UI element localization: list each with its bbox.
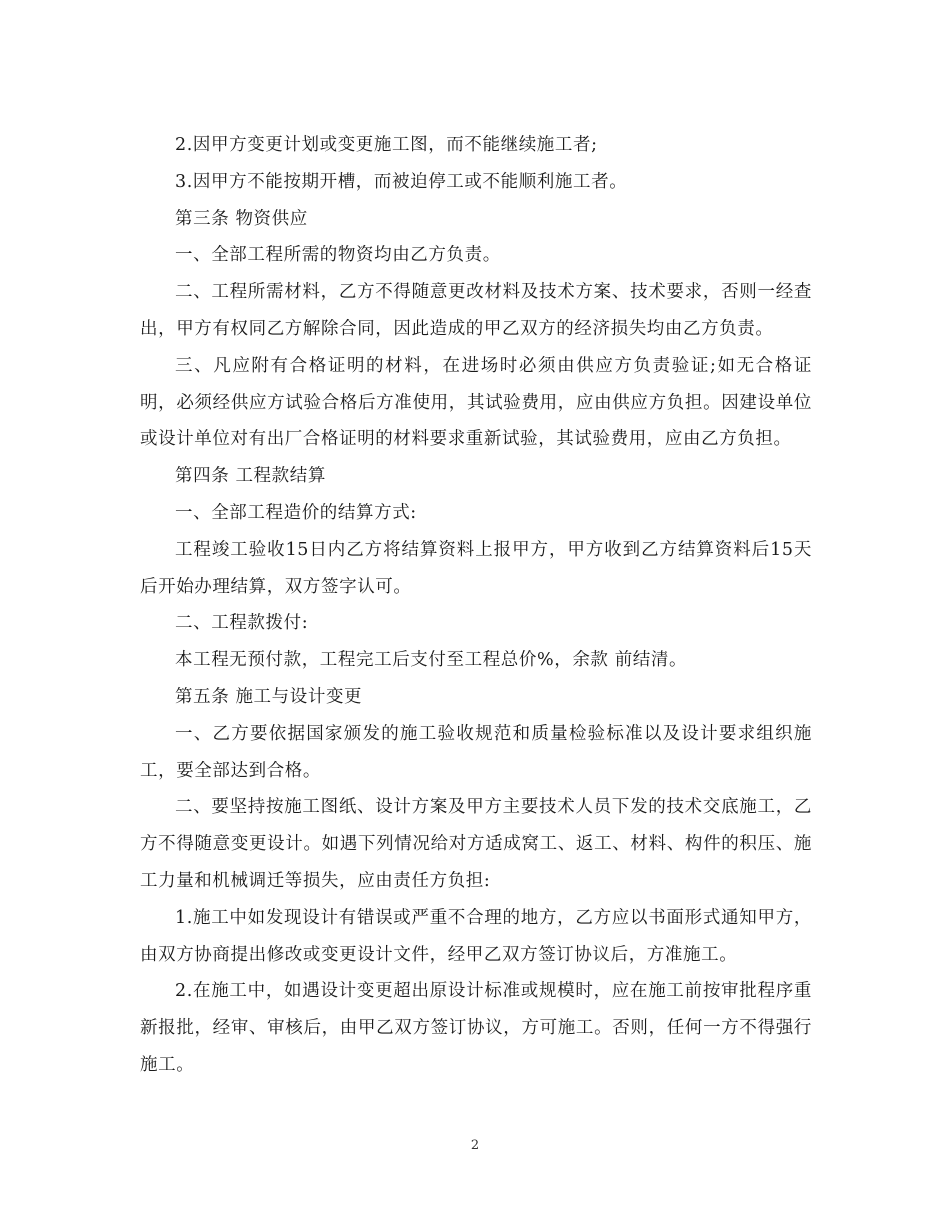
paragraph: 三、凡应附有合格证明的材料，在进场时必须由供应方负责验证;如无合格证明，必须经供应方试验合格后方准使用，其试验费用，应由供应方负担。因建设单位或设计单位对有出厂合格证明的材料要求重新试验，其试验费用，应由乙方负担。 bbox=[140, 355, 812, 450]
paragraph: 1.施工中如发现设计有错误或严重不合理的地方，乙方应以书面形式通知甲方，由双方协商提出修改或变更设计文件，经甲乙双方签订协议后，方准施工。 bbox=[140, 907, 812, 965]
paragraph: 2.在施工中，如遇设计变更超出原设计标准或规模时，应在施工前按审批程序重新报批，经审、审核后，由甲乙双方签订协议，方可施工。否则，任何一方不得强行施工。 bbox=[140, 981, 812, 1075]
paragraph: 一、全部工程所需的物资均由乙方负责。 bbox=[175, 245, 501, 266]
paragraph: 本工程无预付款，工程完工后支付至工程总价%，余款 前结清。 bbox=[175, 650, 688, 671]
paragraph: 一、乙方要依据国家颁发的施工验收规范和质量检验标准以及设计要求组织施工，要全部达到合格。 bbox=[140, 723, 812, 781]
paragraph: 二、要坚持按施工图纸、设计方案及甲方主要技术人员下发的技术交底施工，乙方不得随意变更设计。如遇下列情况给对方适成窝工、返工、材料、构件的积压、施工力量和机械调迁等损失，应由责任方负担: bbox=[140, 797, 812, 891]
paragraph: 二、工程所需材料，乙方不得随意更改材料及技术方案、技术要求，否则一经查出，甲方有权同乙方解除合同，因此造成的甲乙双方的经济损失均由乙方负责。 bbox=[140, 282, 812, 339]
paragraph: 一、全部工程造价的结算方式: bbox=[175, 502, 417, 523]
paragraph: 3.因甲方不能按期开槽，而被迫停工或不能顺利施工者。 bbox=[175, 171, 628, 192]
section-heading: 第五条 施工与设计变更 bbox=[175, 686, 363, 707]
page-number: 2 bbox=[470, 1138, 480, 1153]
section-heading: 第四条 工程款结算 bbox=[175, 466, 326, 487]
paragraph: 二、工程款拨付: bbox=[175, 613, 309, 634]
section-heading: 第三条 物资供应 bbox=[175, 208, 308, 229]
paragraph: 2.因甲方变更计划或变更施工图，而不能继续施工者; bbox=[175, 135, 598, 155]
document-body bbox=[140, 127, 812, 1084]
paragraph: 工程竣工验收15日内乙方将结算资料上报甲方，甲方收到乙方结算资料后15天后开始办理结算，双方签字认可。 bbox=[140, 539, 812, 597]
